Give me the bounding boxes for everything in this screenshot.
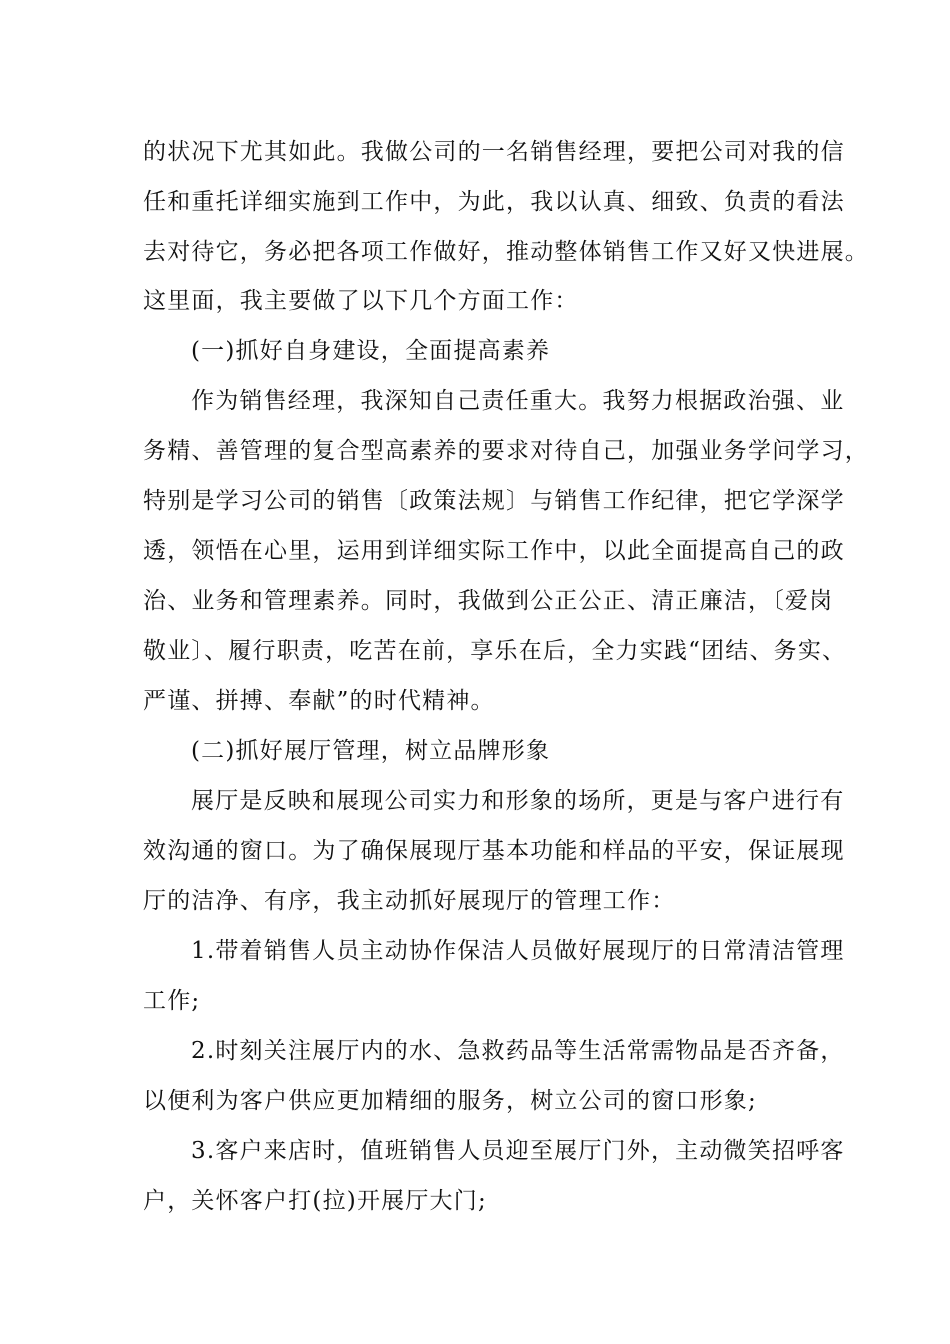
section-heading: (一)抓好自身建设，全面提高素养: [191, 338, 551, 364]
list-item-line: 1.带着销售人员主动协作保洁人员做好展现厅的日常清洁管理: [191, 938, 845, 964]
paragraph-line: 敬业〕、履行职责，吃苦在前，享乐在后，全力实践“团结、务实、: [143, 638, 847, 664]
list-item-line: 户，关怀客户打(拉)开展厅大门;: [143, 1188, 487, 1214]
paragraph-line: 严谨、拼搏、奉献”的时代精神。: [143, 688, 495, 714]
paragraph-line: 厅的洁净、有序，我主动抓好展现厅的管理工作：: [143, 888, 676, 914]
section-heading: (二)抓好展厅管理，树立品牌形象: [191, 738, 551, 764]
paragraph-line: 的状况下尤其如此。我做公司的一名销售经理，要把公司对我的信: [143, 139, 845, 165]
paragraph-line: 去对待它，务必把各项工作做好，推动整体销售工作又好又快进展。: [143, 239, 869, 265]
list-item-line: 2.时刻关注展厅内的水、急救药品等生活常需物品是否齐备，: [191, 1038, 845, 1064]
paragraph-line: 透，领悟在心里，运用到详细实际工作中，以此全面提高自己的政: [143, 538, 845, 564]
list-item-line: 以便利为客户供应更加精细的服务，树立公司的窗口形象;: [143, 1088, 757, 1114]
paragraph-line: 效沟通的窗口。为了确保展现厅基本功能和样品的平安，保证展现: [143, 838, 845, 864]
paragraph-line: 任和重托详细实施到工作中，为此，我以认真、细致、负责的看法: [143, 189, 845, 215]
paragraph-line: 作为销售经理，我深知自己责任重大。我努力根据政治强、业: [191, 388, 845, 414]
paragraph-line: 展厅是反映和展现公司实力和形象的场所，更是与客户进行有: [191, 788, 845, 814]
list-item-line: 3.客户来店时，值班销售人员迎至展厅门外，主动微笑招呼客: [191, 1138, 845, 1164]
paragraph-line: 治、业务和管理素养。同时，我做到公正公正、清正廉洁，〔爱岗: [143, 588, 834, 614]
list-item-line: 工作;: [143, 988, 201, 1014]
paragraph-line: 务精、善管理的复合型高素养的要求对待自己，加强业务学问学习，: [143, 438, 869, 464]
paragraph-line: 特别是学习公司的销售〔政策法规〕与销售工作纪律，把它学深学: [143, 488, 845, 514]
paragraph-line: 这里面，我主要做了以下几个方面工作：: [143, 288, 579, 314]
